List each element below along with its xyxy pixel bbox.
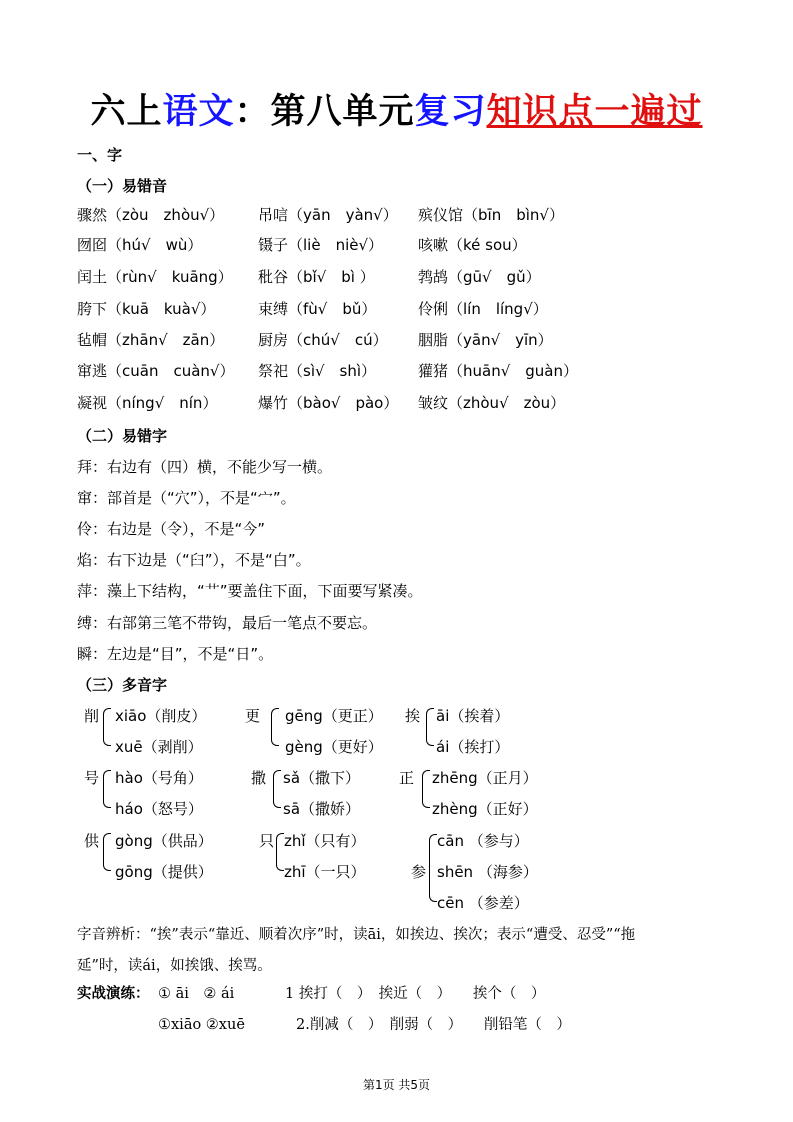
miswritten-item: 缚：右部第三笔不带钩，最后一笔点不要忘。 — [77, 614, 378, 632]
polyphone-reading: gòng（供品） — [115, 832, 213, 850]
mispronounced-item: 秕谷（bǐ√ bì ） — [258, 268, 375, 286]
polyphone-reading: shēn （海参） — [437, 863, 538, 881]
practice-row1-options: ① āi ② ái — [158, 986, 235, 1002]
polyphone-char: 撒 — [251, 769, 267, 787]
polyphone-char: 更 — [245, 707, 261, 725]
polyphone-char: 削 — [84, 707, 100, 725]
polyphone-reading: gèng（更好） — [285, 738, 383, 756]
polyphone-char: 号 — [84, 769, 100, 787]
polyphone-reading: sǎ（撒下） — [283, 769, 361, 787]
title-part-1: 六上 — [90, 92, 163, 132]
miswritten-item: 伶：右边是（令），不是“今” — [77, 520, 266, 538]
mispronounced-item: 胯下（kuā kuà√） — [77, 300, 216, 318]
polyphone-char: 参 — [411, 863, 427, 881]
miswritten-item: 萍：藻上下结构，“艹”要盖住下面，下面要写紧凑。 — [77, 582, 423, 600]
mispronounced-item: 吊唁（yān yàn√） — [258, 206, 398, 224]
mispronounced-item: 厨房（chú√ cú） — [258, 331, 388, 349]
polyphone-reading: zhǐ（只有） — [284, 832, 366, 850]
mispronounced-item: 闰土（rùn√ kuāng） — [77, 268, 233, 286]
polyphone-reading: xuē（剥削） — [115, 738, 203, 756]
brace-icon — [426, 708, 434, 746]
brace-icon — [273, 770, 281, 808]
mispronounced-item: 镊子（liè niè√） — [258, 236, 384, 254]
mispronounced-item: 束缚（fù√ bǔ） — [258, 300, 377, 318]
sub1-heading: （一）易错音 — [77, 177, 168, 195]
page-footer: 第1页 共5页 — [362, 1078, 431, 1092]
mispronounced-item: 皱纹（zhòu√ zòu） — [418, 394, 566, 412]
brace-icon — [422, 770, 430, 808]
analysis-line-1: 字音辨析：“挨”表示“靠近、顺着次序”时，读āi，如挨边、挨次；表示“遭受、忍受”“拖 — [77, 927, 636, 943]
mispronounced-item: 獾猪（huān√ guàn） — [418, 362, 578, 380]
practice-row2-items: 2.削减（ ） 削弱（ ） 削铅笔（ ） — [296, 1017, 571, 1033]
polyphone-reading: āi（挨着） — [436, 707, 510, 725]
polyphone-reading: gōng（提供） — [115, 863, 213, 881]
mispronounced-item: 鹁鸪（gū√ gǔ） — [418, 268, 541, 286]
page-title — [0, 84, 793, 134]
analysis-line-2: 延”时，读ái，如挨饿、挨骂。 — [77, 958, 272, 974]
section-heading-char: 一、字 — [77, 146, 123, 164]
polyphone-reading: cān （参与） — [437, 832, 529, 850]
mispronounced-item: 凝视（níng√ nín） — [77, 394, 218, 412]
mispronounced-item: 伶俐（lín líng√） — [418, 300, 548, 318]
brace-icon — [276, 833, 284, 871]
brace-icon — [103, 708, 111, 746]
mispronounced-item: 殡仪馆（bīn bìn√） — [418, 206, 564, 224]
miswritten-item: 拜：右边有（四）横，不能少写一横。 — [77, 458, 333, 476]
mispronounced-item: 爆竹（bào√ pào） — [258, 394, 399, 412]
polyphone-reading: sā（撒娇） — [283, 800, 361, 818]
sub2-heading: （二）易错字 — [77, 427, 168, 445]
polyphone-reading: ái（挨打） — [436, 738, 510, 756]
brace-icon — [429, 834, 437, 902]
mispronounced-item: 胭脂（yān√ yīn） — [418, 331, 553, 349]
mispronounced-item: 囫囵（hú√ wù） — [77, 236, 203, 254]
practice-row1-items: 1 挨打（ ） 挨近（ ） 挨个（ ） — [285, 986, 546, 1002]
mispronounced-item: 毡帽（zhān√ zān） — [77, 331, 225, 349]
polyphone-reading: zhēng（正月） — [432, 769, 538, 787]
polyphone-reading: zhī（一只） — [284, 863, 366, 881]
polyphone-char: 只 — [259, 832, 275, 850]
polyphone-char: 供 — [84, 832, 100, 850]
polyphone-reading: gēng（更正） — [285, 707, 383, 725]
brace-icon — [271, 708, 279, 746]
miswritten-item: 窜：部首是（“穴”），不是“宀”。 — [77, 489, 296, 507]
miswritten-item: 瞬：左边是“目”，不是“日”。 — [77, 645, 274, 663]
sub3-heading: （三）多音字 — [77, 676, 168, 694]
polyphone-char: 正 — [399, 769, 415, 787]
mispronounced-item: 窜逃（cuān cuàn√） — [77, 362, 235, 380]
brace-icon — [103, 770, 111, 808]
title-part-4: 复习 — [414, 92, 487, 132]
brace-icon — [103, 833, 111, 871]
title-part-3: ：第八单元 — [234, 92, 415, 132]
polyphone-reading: hào（号角） — [115, 769, 203, 787]
mispronounced-item: 咳嗽（ké sou） — [418, 236, 527, 254]
polyphone-reading: zhèng（正好） — [432, 800, 538, 818]
miswritten-item: 焰：右下边是（“臼”），不是“白”。 — [77, 551, 311, 569]
title-part-2: 语文 — [162, 92, 235, 132]
mispronounced-item: 骤然（zòu zhòu√） — [77, 206, 225, 224]
polyphone-reading: xiāo（削皮） — [115, 707, 207, 725]
title-part-5: 知识点一遍过 — [486, 92, 703, 132]
practice-row2-options: ①xiāo ②xuē — [158, 1017, 245, 1033]
practice-label: 实战演练： — [77, 985, 150, 1002]
polyphone-reading: háo（怒号） — [115, 800, 203, 818]
mispronounced-item: 祭祀（sì√ shì） — [258, 362, 377, 380]
polyphone-char: 挨 — [405, 707, 421, 725]
polyphone-reading: cēn （参差） — [437, 894, 529, 912]
